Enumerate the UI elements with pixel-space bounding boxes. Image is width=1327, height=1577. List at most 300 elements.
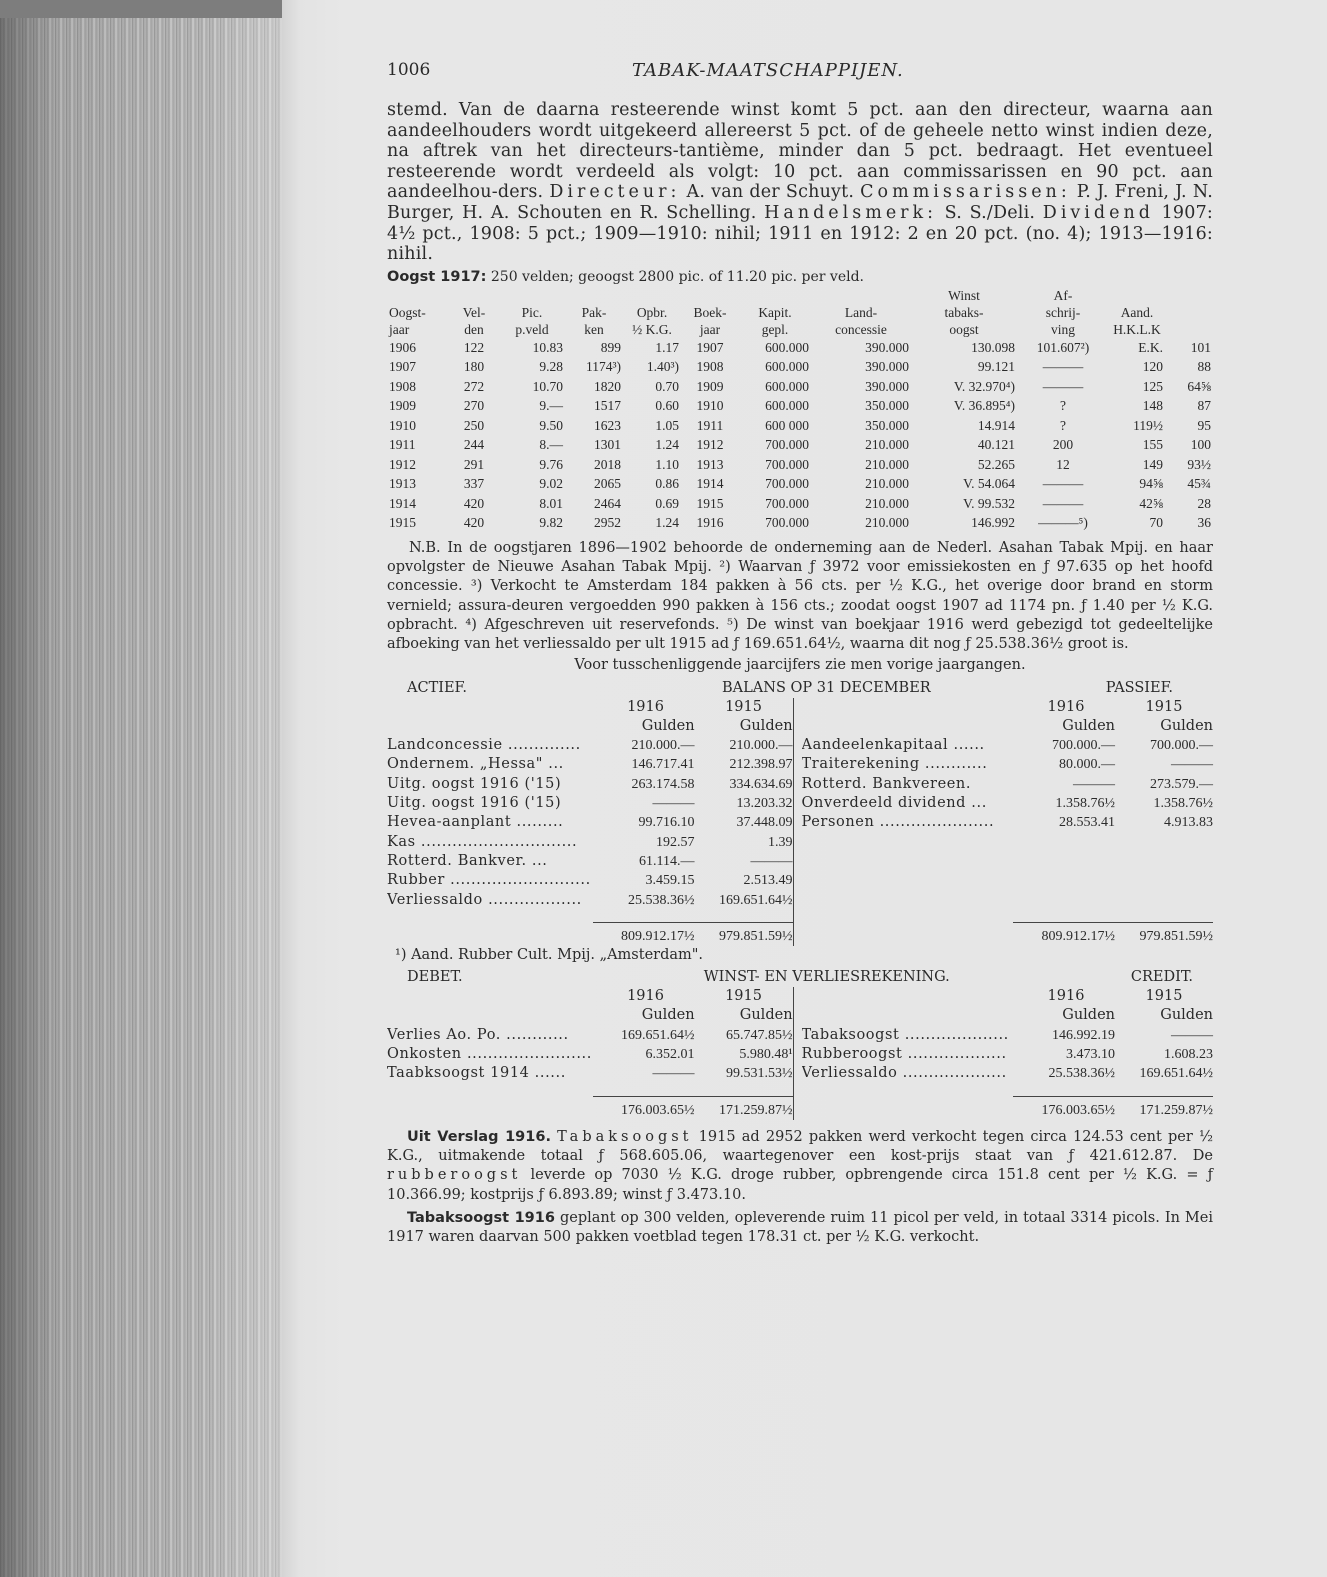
value-1916: ——— <box>652 796 695 812</box>
value-1916: 700.000.— <box>1052 738 1115 754</box>
harvest-cell: 0.60 <box>655 398 679 414</box>
dividend-label: Dividend <box>1042 202 1154 223</box>
value-1916: 61.114.— <box>639 853 695 869</box>
value-1916: 210.000.— <box>631 738 695 754</box>
value-1915: ——— <box>1171 1027 1213 1043</box>
harvest-header-cell <box>739 287 811 304</box>
asset-row <box>387 736 793 755</box>
harvest-cell: 1301 <box>594 437 621 453</box>
harvest-header-cell: Pak- <box>581 304 607 320</box>
harvest-cell: ? <box>1060 398 1066 414</box>
line-item-label: Ondernem. „Hessa" ... <box>387 756 564 773</box>
credit-row <box>802 1064 1213 1083</box>
line-item-label: Uitg. oogst 1916 ('15) <box>387 775 562 792</box>
harvest-row <box>387 474 1213 494</box>
harvest-cell: 390.000 <box>865 359 909 375</box>
harvest-cell: 1908 <box>389 378 416 394</box>
line-item-label: Uitg. oogst 1916 ('15) <box>387 795 562 812</box>
report-text-2: leverde op 7030 ½ K.G. droge rubber, opbrengende circa 151.8 cent per ½ K.G. = ƒ 10.366.99; kostprijs ƒ 6.893.89; winst ƒ 3.473.10. <box>387 1167 1213 1203</box>
line-item-label: Traiterekening ............ <box>801 756 988 773</box>
harvest-cell: ——— <box>1042 378 1084 394</box>
book-page <box>282 0 1327 1577</box>
harvest-cell: 1908 <box>696 359 724 375</box>
footnotes <box>387 539 1213 675</box>
harvest-cell: 28 <box>1197 495 1211 511</box>
harvest-header-cell: ving <box>1050 321 1075 337</box>
harvest-cell: ——— <box>1042 476 1084 492</box>
harvest-header-cell <box>681 287 739 304</box>
harvest-cell: 36 <box>1197 515 1211 531</box>
harvest-cell: 250 <box>463 417 485 433</box>
value-1915: 169.651.64½ <box>1139 1066 1213 1082</box>
book-page-edges <box>0 0 290 1577</box>
value-1915: 2.513.49 <box>743 873 793 889</box>
liability-row <box>802 755 1213 774</box>
harvest-header-cell: jaar <box>699 321 721 337</box>
asset-row <box>387 833 793 852</box>
harvest-cell: 100 <box>1190 437 1211 453</box>
harvest-cell: 9.02 <box>539 476 563 492</box>
harvest-cell: 1910 <box>389 417 416 433</box>
intro-text: stemd. Van de daarna resteerende winst komt 5 pct. aan den directeur, waarna aan aandeelhouders wordt uitgekeerd allereerst 5 pct. of de geheele netto winst indien deze, na aftrek van het directeurs-tantième, minder dan 5 pct. bedraagt. Het eventueel resteerende wordt verdeeld als volgt: 10 pct. aan commissarissen en 90 pct. aan aandeelhou-ders. <box>387 100 1213 203</box>
line-item-label: Kas .............................. <box>387 833 578 850</box>
harvest-cell: 8.01 <box>539 495 563 511</box>
debit-column <box>387 987 794 1120</box>
balance-center-title: BALANS OP 31 DECEMBER <box>722 679 931 696</box>
year-1915: 1915 <box>1145 988 1183 1005</box>
harvest-cell: 1174³) <box>585 359 621 375</box>
see-previous-years: Voor tusschenliggende jaarcijfers zie men vorige jaargangen. <box>574 656 1026 673</box>
line-item-label: Tabaksoogst .................... <box>801 1026 1009 1043</box>
harvest-header-cell <box>1165 287 1213 304</box>
value-1916: 146.992.19 <box>1052 1027 1115 1043</box>
harvest-cell: 64⅝ <box>1187 378 1211 394</box>
harvest-cell: ———⁵) <box>1038 515 1088 531</box>
tabaksoogst-1916-paragraph <box>387 1209 1213 1248</box>
harvest-cell: 42⅝ <box>1139 495 1163 511</box>
harvest-cell: 1909 <box>389 398 416 414</box>
value-1916: 80.000.— <box>1059 757 1115 773</box>
harvest-cell: 350.000 <box>865 417 909 433</box>
harvest-cell: 1909 <box>696 378 724 394</box>
harvest-cell: 200 <box>1052 437 1074 453</box>
harvest-cell: 119½ <box>1133 417 1163 433</box>
report-paragraph <box>387 1128 1213 1205</box>
year-1915: 1915 <box>1145 698 1183 715</box>
line-item-label: Aandeelenkapitaal ...... <box>801 737 985 754</box>
harvest-row <box>387 494 1213 514</box>
value-1916: 99.716.10 <box>638 815 695 831</box>
value-1916: 6.352.01 <box>645 1046 695 1062</box>
currency-label: Gulden <box>1160 717 1213 734</box>
harvest-header-cell: Aand. <box>1120 304 1154 320</box>
commissarissen-label: Commissarissen: <box>860 182 1071 203</box>
assets-total-1915: 979.851.59½ <box>719 928 793 944</box>
credit-column <box>794 987 1213 1120</box>
harvest-cell: 1916 <box>696 515 724 531</box>
directeur-label: Directeur: <box>549 182 681 203</box>
harvest-cell: 122 <box>463 339 485 355</box>
page-content <box>387 60 1213 1252</box>
pl-left-title: DEBET. <box>407 969 463 986</box>
value-1916: 3.473.10 <box>1066 1046 1115 1062</box>
currency-label: Gulden <box>641 717 695 734</box>
line-item-label: Verlies Ao. Po. ............ <box>387 1026 569 1043</box>
line-item-label: Rotterd. Bankver. ... <box>387 852 548 869</box>
harvest-header-cell <box>1165 321 1213 338</box>
harvest-header-cell <box>387 287 449 304</box>
harvest-header-cell: Kapit. <box>758 304 792 320</box>
harvest-header-cell: oogst <box>949 321 979 337</box>
line-item-label: Landconcessie .............. <box>387 737 581 754</box>
harvest-cell: 337 <box>463 476 485 492</box>
value-1915: 212.398.97 <box>729 757 793 773</box>
harvest-header-cell: Oogst- <box>389 304 426 320</box>
harvest-cell: 1911 <box>696 417 724 433</box>
debit-total-1915: 171.259.87½ <box>719 1102 793 1118</box>
harvest-cell: 1517 <box>594 398 621 414</box>
harvest-header-cell: ½ K.G. <box>632 321 672 337</box>
pl-right-title: CREDIT. <box>1130 969 1193 986</box>
harvest-cell: 45¾ <box>1187 476 1211 492</box>
harvest-cell: 94⅝ <box>1139 476 1163 492</box>
harvest-cell: 8.— <box>539 437 563 453</box>
harvest-cell: 87 <box>1197 398 1211 414</box>
asset-row <box>387 813 793 832</box>
harvest-cell: 291 <box>463 456 485 472</box>
harvest-cell: 390.000 <box>865 378 909 394</box>
harvest-cell: 210.000 <box>865 495 909 511</box>
harvest-cell: 70 <box>1149 515 1163 531</box>
harvest-cell: 1.24 <box>655 437 679 453</box>
harvest-cell: 390.000 <box>865 339 909 355</box>
harvest-cell: ? <box>1060 417 1066 433</box>
harvest-cell: 600.000 <box>765 398 809 414</box>
harvest-cell: 600.000 <box>765 378 809 394</box>
line-item-label: Onkosten ........................ <box>387 1045 592 1062</box>
harvest-row <box>387 396 1213 416</box>
harvest-cell: 600.000 <box>765 339 809 355</box>
credit-total-1916: 176.003.65½ <box>1041 1102 1115 1118</box>
debit-row <box>387 1064 793 1083</box>
commissarissen-value: P. J. Freni, J. N. Burger, H. A. Schouten en R. Schelling. <box>387 182 1214 223</box>
harvest-cell: 95 <box>1197 417 1211 433</box>
tabaksoogst-1916-text: geplant op 300 velden, opleverende ruim 11 picol per veld, in totaal 3314 picols. In Mei 1917 waren daarvan 500 pakken voetblad tegen 178.31 ct. per ½ K.G. verkocht. <box>387 1210 1213 1246</box>
harvest-cell: 600.000 <box>765 359 809 375</box>
harvest-header-row <box>387 304 1213 321</box>
value-1916: ——— <box>1073 776 1115 792</box>
year-1916: 1916 <box>627 698 664 715</box>
harvest-cell: 1911 <box>389 437 416 453</box>
report-text-1: 1915 ad 2952 pakken werd verkocht tegen circa 124.53 cent per ½ K.G., uitmakende totaal ƒ 568.605.06, waartegenover een kost-prijs staat van ƒ 421.612.87. De <box>387 1128 1213 1165</box>
harvest-table <box>387 287 1213 533</box>
directeur-value: A. van der Schuyt. <box>680 182 861 203</box>
harvest-cell: V. 99.532 <box>963 495 1015 511</box>
harvest-header-cell: Opbr. <box>636 304 668 320</box>
harvest-header-row <box>387 287 1213 304</box>
harvest-row <box>387 455 1213 475</box>
balance-right-title: PASSIEF. <box>1105 679 1173 696</box>
harvest-cell: 700.000 <box>765 456 809 472</box>
asset-row <box>387 775 793 794</box>
balance-sheet <box>387 679 1213 965</box>
debit-row <box>387 1026 793 1045</box>
harvest-header-cell: ken <box>584 321 604 337</box>
harvest-header-cell: Vel- <box>462 304 486 320</box>
value-1916: ——— <box>652 1066 695 1082</box>
harvest-header-cell: den <box>464 321 484 337</box>
liability-row <box>802 813 1213 832</box>
oogst-1917-text: 250 velden; geoogst 2800 pic. of 11.20 pic. per veld. <box>486 268 864 285</box>
harvest-cell: 9.76 <box>539 456 563 472</box>
harvest-cell: 700.000 <box>765 476 809 492</box>
value-1915: 99.531.53½ <box>726 1066 793 1082</box>
value-1916: 1.358.76½ <box>1055 796 1115 812</box>
harvest-cell: 101.607²) <box>1036 339 1090 355</box>
currency-label: Gulden <box>1160 1007 1213 1024</box>
value-1915: 65.747.85½ <box>726 1027 793 1043</box>
harvest-cell: 146.992 <box>971 515 1015 531</box>
currency-label: Gulden <box>1062 1007 1115 1024</box>
liability-row <box>802 794 1213 813</box>
harvest-cell: 0.70 <box>655 378 679 394</box>
harvest-cell: 88 <box>1197 359 1211 375</box>
report-label: Uit Verslag 1916. <box>407 1128 551 1145</box>
harvest-cell: 1915 <box>696 495 724 511</box>
harvest-header-cell <box>565 287 623 304</box>
liabilities-total-1915: 979.851.59½ <box>1139 928 1213 944</box>
harvest-cell: 149 <box>1142 456 1163 472</box>
harvest-header-cell: Land- <box>844 304 878 320</box>
harvest-cell: 1.10 <box>655 456 679 472</box>
currency-label: Gulden <box>739 717 793 734</box>
value-1915: 273.579.— <box>1150 776 1213 792</box>
harvest-cell: 52.265 <box>977 456 1015 472</box>
line-item-label: Rubberoogst ................... <box>801 1045 1007 1062</box>
debit-row <box>387 1045 793 1064</box>
harvest-cell: V. 54.064 <box>963 476 1015 492</box>
harvest-cell: 99.121 <box>977 359 1015 375</box>
value-1915: ——— <box>1171 757 1213 773</box>
asset-row <box>387 871 793 890</box>
harvest-header-cell: jaar <box>389 321 410 337</box>
balance-footnote: ¹) Aand. Rubber Cult. Mpij. „Amsterdam". <box>395 947 704 964</box>
harvest-cell: 1914 <box>696 476 724 492</box>
value-1915: 1.358.76½ <box>1153 796 1213 812</box>
harvest-cell: 1910 <box>696 398 724 414</box>
harvest-header-cell <box>1109 287 1165 304</box>
profit-loss-statement <box>387 968 1213 1120</box>
footnotes-text: N.B. In de oogstjaren 1896—1902 behoorde de onderneming aan de Nederl. Asahan Tabak Mpij. en haar opvolgster de Nieuwe Asahan Tabak Mpij. ²) Waarvan ƒ 3972 voor emissiekosten en ƒ 97.635 op het hoofd concessie. ³) Verkocht te Amsterdam 184 pakken à 56 cts. per ½ K.G., het overige door brand en storm vernield; assura-deuren vergoedden 990 pakken à 156 cts.; zoodat oogst 1907 ad 1174 pn. ƒ 1.40 per ½ K.G. opbracht. ⁴) Afgeschreven uit reservefonds. ⁵) De winst van boekjaar 1916 werd gebezigd tot gedeeltelijke afboeking van het verliessaldo per ult 1915 ad ƒ 169.651.64½, waarna dit nog ƒ 25.538.36½ groot is. <box>387 539 1213 653</box>
harvest-header-cell: Pic. <box>521 304 543 320</box>
value-1915: 4.913.83 <box>1164 815 1213 831</box>
handelsmerk-value: S. S./Deli. <box>937 202 1043 223</box>
harvest-row <box>387 338 1213 358</box>
harvest-cell: 148 <box>1142 398 1163 414</box>
line-item-label: Taabksoogst 1914 ...... <box>387 1065 566 1082</box>
oogst-1917-label: Oogst 1917: <box>387 268 487 285</box>
harvest-cell: 2464 <box>594 495 621 511</box>
liability-row <box>802 775 1213 794</box>
value-1915: 210.000.— <box>729 738 793 754</box>
year-1916: 1916 <box>1047 698 1085 715</box>
harvest-cell: 420 <box>463 495 485 511</box>
harvest-cell: 1913 <box>389 476 416 492</box>
harvest-cell: 244 <box>463 437 485 453</box>
harvest-cell: 1915 <box>389 515 416 531</box>
harvest-cell: 1912 <box>389 456 416 472</box>
harvest-cell: 1906 <box>389 339 416 355</box>
harvest-cell: 10.70 <box>532 378 563 394</box>
harvest-cell: 1.17 <box>655 339 679 355</box>
harvest-cell: 700.000 <box>765 515 809 531</box>
currency-label: Gulden <box>739 1007 793 1024</box>
annual-report-excerpt <box>387 1128 1213 1248</box>
harvest-cell: ——— <box>1042 495 1084 511</box>
harvest-header-cell <box>811 287 911 304</box>
value-1916: 3.459.15 <box>645 873 695 889</box>
harvest-cell: 1.40³) <box>646 359 679 375</box>
harvest-header-cell: gepl. <box>761 321 789 337</box>
harvest-cell: 350.000 <box>865 398 909 414</box>
harvest-header-cell: schrij- <box>1045 304 1081 320</box>
value-1916: 169.651.64½ <box>621 1027 695 1043</box>
asset-row <box>387 755 793 774</box>
value-1916: 192.57 <box>656 834 695 850</box>
debit-total-1916: 176.003.65½ <box>621 1102 695 1118</box>
credit-row <box>802 1026 1213 1045</box>
value-1915: 334.634.69 <box>729 776 793 792</box>
harvest-cell: 1914 <box>389 495 416 511</box>
harvest-header-cell: Boek- <box>693 304 727 320</box>
company-description <box>387 100 1213 265</box>
value-1915: ——— <box>750 853 793 869</box>
currency-label: Gulden <box>1062 717 1115 734</box>
harvest-cell: 155 <box>1142 437 1163 453</box>
value-1915: 5.980.48¹ <box>739 1046 793 1062</box>
total-rule <box>593 922 793 923</box>
year-1915: 1915 <box>725 988 762 1005</box>
harvest-cell: 1907 <box>696 339 724 355</box>
harvest-cell: 12 <box>1056 456 1070 472</box>
harvest-cell: 2018 <box>594 456 621 472</box>
line-item-label: Hevea-aanplant ......... <box>387 814 564 831</box>
balance-left-title: ACTIEF. <box>407 679 467 696</box>
year-1916: 1916 <box>1047 988 1085 1005</box>
harvest-cell: 9.82 <box>539 515 563 531</box>
value-1916: 263.174.58 <box>631 776 695 792</box>
harvest-cell: V. 36.895⁴) <box>953 398 1015 414</box>
harvest-cell: 210.000 <box>865 515 909 531</box>
harvest-cell: 14.914 <box>977 417 1015 433</box>
value-1916: 146.717.41 <box>631 757 695 773</box>
harvest-cell: 1907 <box>389 359 416 375</box>
year-1915: 1915 <box>725 698 762 715</box>
tabaksoogst-word: Tabaksoogst <box>557 1128 693 1145</box>
harvest-cell: 1623 <box>594 417 621 433</box>
tabaksoogst-1916-label: Tabaksoogst 1916 <box>407 1210 555 1227</box>
harvest-cell: 125 <box>1142 378 1163 394</box>
liabilities-total-1916: 809.912.17½ <box>1041 928 1115 944</box>
harvest-cell: 9.28 <box>539 359 563 375</box>
harvest-cell: ——— <box>1042 359 1084 375</box>
harvest-cell: 210.000 <box>865 437 909 453</box>
harvest-cell: 272 <box>463 378 485 394</box>
harvest-cell: 700.000 <box>765 495 809 511</box>
harvest-cell: E.K. <box>1138 339 1163 355</box>
harvest-header-row <box>387 321 1213 338</box>
assets-column <box>387 698 794 947</box>
harvest-row <box>387 513 1213 533</box>
page-number: 1006 <box>387 60 431 80</box>
liabilities-column <box>794 698 1213 947</box>
harvest-row <box>387 377 1213 397</box>
harvest-cell: 130.098 <box>971 339 1015 355</box>
dividend-value: 1907: 4½ pct., 1908: 5 pct.; 1909—1910: nihil; 1911 en 1912: 2 en 20 pct. (no. 4); 1913—1916: nihil. <box>387 202 1213 265</box>
harvest-cell: 10.83 <box>532 339 563 355</box>
harvest-cell: 899 <box>600 339 621 355</box>
line-item-label: Verliessaldo .................... <box>801 1065 1007 1082</box>
harvest-cell: 9.— <box>539 398 563 414</box>
value-1915: 1.608.23 <box>1164 1046 1213 1062</box>
harvest-cell: 420 <box>463 515 485 531</box>
harvest-cell: 0.86 <box>655 476 679 492</box>
harvest-header-cell: Af- <box>1053 287 1073 303</box>
total-rule <box>593 1096 793 1097</box>
line-item-label: Personen ...................... <box>801 814 995 831</box>
harvest-cell: 0.69 <box>655 495 679 511</box>
credit-total-1915: 171.259.87½ <box>1139 1102 1213 1118</box>
harvest-cell: 1.05 <box>655 417 679 433</box>
liability-row <box>802 736 1213 755</box>
harvest-cell: 210.000 <box>865 456 909 472</box>
harvest-cell: 1.24 <box>655 515 679 531</box>
harvest-header-cell <box>499 287 565 304</box>
page-header <box>387 60 1213 100</box>
asset-row <box>387 891 793 910</box>
pl-center-title: WINST- EN VERLIESREKENING. <box>703 969 950 986</box>
harvest-cell: 1820 <box>594 378 621 394</box>
harvest-cell: 120 <box>1142 359 1163 375</box>
harvest-cell: 700.000 <box>765 437 809 453</box>
value-1915: 37.448.09 <box>736 815 793 831</box>
harvest-row <box>387 416 1213 436</box>
harvest-header-cell: tabaks- <box>944 304 984 320</box>
credit-row <box>802 1045 1213 1064</box>
line-item-label: Onverdeeld dividend ... <box>801 795 987 812</box>
harvest-header-cell: concessie <box>835 321 887 337</box>
value-1916: 25.538.36½ <box>628 892 695 908</box>
year-1916: 1916 <box>627 988 664 1005</box>
value-1916: 28.553.41 <box>1059 815 1115 831</box>
total-rule <box>1013 922 1213 923</box>
harvest-row <box>387 435 1213 455</box>
harvest-cell: 270 <box>463 398 485 414</box>
total-rule <box>1013 1096 1213 1097</box>
line-item-label: Rubber ........................... <box>387 872 591 889</box>
harvest-header-cell <box>1165 304 1213 321</box>
harvest-cell: 2952 <box>594 515 621 531</box>
harvest-cell: 40.121 <box>977 437 1015 453</box>
harvest-cell: 600 000 <box>765 417 809 433</box>
rubberoogst-word: rubberoogst <box>387 1167 522 1184</box>
value-1915: 169.651.64½ <box>719 892 793 908</box>
handelsmerk-label: Handelsmerk: <box>764 202 938 223</box>
harvest-cell: 9.50 <box>539 417 563 433</box>
harvest-header-cell <box>623 287 681 304</box>
harvest-cell: 1913 <box>696 456 724 472</box>
value-1915: 1.39 <box>768 834 793 850</box>
